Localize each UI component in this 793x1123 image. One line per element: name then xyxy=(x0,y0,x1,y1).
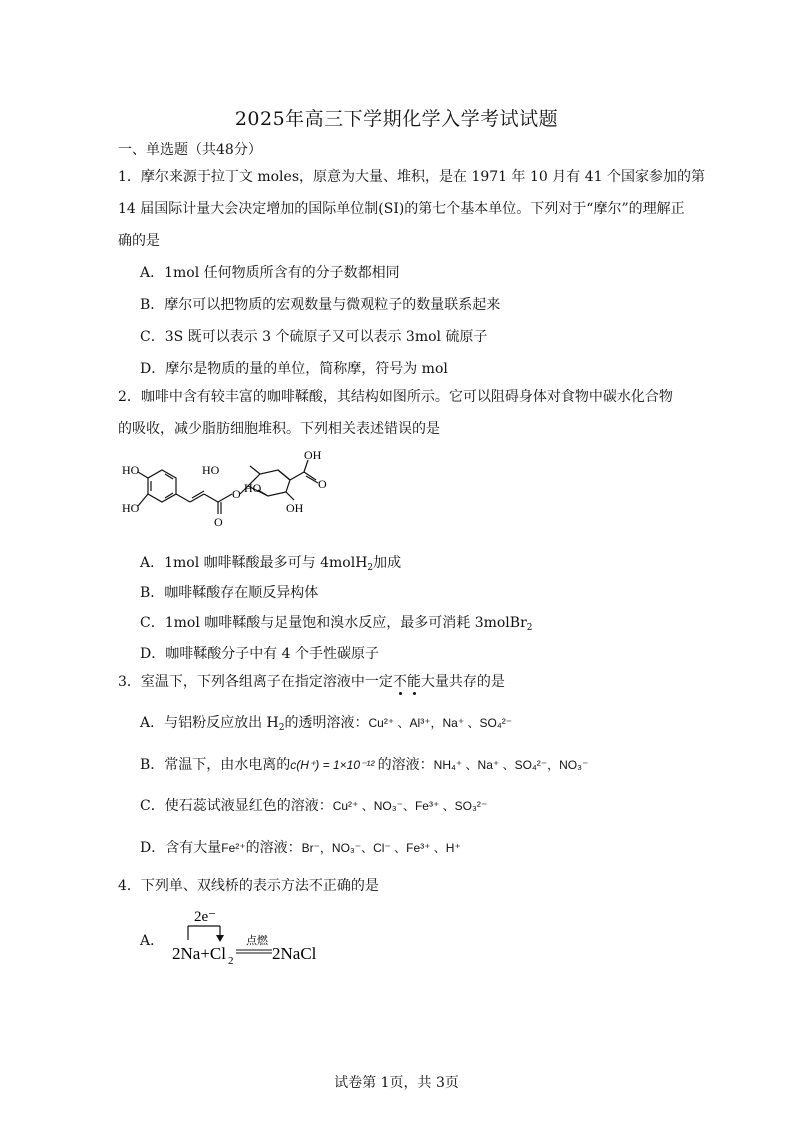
reaction-condition: 点燃 xyxy=(246,935,268,947)
struct-label-ho-top: HO xyxy=(122,463,140,477)
q3-option-c: C．使石蕊试液显红色的溶液：Cu²⁺ 、NO₃⁻、Fe³⁺ 、SO₃²⁻ xyxy=(140,798,488,814)
q1-stem-line3: 确的是 xyxy=(118,233,160,249)
equation-lhs-subscript: 2 xyxy=(228,955,234,967)
q1-option-d: D．摩尔是物质的量的单位，简称摩，符号为 mol xyxy=(140,361,448,377)
q2-option-b: B．咖啡鞣酸存在顺反异构体 xyxy=(140,585,319,601)
struct-label-o-carbonyl: O xyxy=(214,515,223,528)
chlorogenic-acid-structure xyxy=(118,448,348,528)
q1-option-c: C．3S 既可以表示 3 个硫原子又可以表示 3mol 硫原子 xyxy=(140,329,488,345)
electron-transfer-label: 2e⁻ xyxy=(194,909,217,925)
page-footer: 试卷第 1页，共 3页 xyxy=(334,1075,459,1091)
struct-label-oh-acid: OH xyxy=(304,448,322,462)
section-heading: 一、单选题（共48分） xyxy=(118,142,262,158)
q2-option-a: A．1mol 咖啡鞣酸最多可与 4molH$_2$加成 xyxy=(140,555,402,573)
q1-stem-line2: 14 届国际计量大会决定增加的国际单位制(SI)的第七个基本单位。下列对于“摩尔”的理解正 xyxy=(118,201,685,217)
q3-option-b: B．常温下，由水电离的c(H⁺) = 1×10⁻¹² 的溶液：NH₄⁺ 、Na⁺ 、SO₄²⁻，NO₃⁻ xyxy=(140,757,589,773)
q4-option-a-equation xyxy=(168,904,338,968)
q1-option-b: B．摩尔可以把物质的宏观数量与微观粒子的数量联系起来 xyxy=(140,297,501,313)
equation-lhs: 2Na+Cl xyxy=(172,944,226,963)
q1-stem-line1: 1．摩尔来源于拉丁文 moles，原意为大量、堆积，是在 1971 年 10 月有 41 个国家参加的第 xyxy=(118,169,705,185)
struct-label-ho-ring: HO xyxy=(202,463,220,477)
struct-label-o-acid: O xyxy=(318,477,327,491)
q1-option-a: A．1mol 任何物质所含有的分子数都相同 xyxy=(140,265,400,281)
q4-stem: 4．下列单、双线桥的表示方法不正确的是 xyxy=(118,878,379,894)
page-title: 2025年高三下学期化学入学考试试题 xyxy=(234,108,559,130)
q4-option-a-label: A． xyxy=(140,933,165,949)
q3-option-d: D．含有大量Fe²⁺的溶液：Br⁻，NO₃⁻、Cl⁻ 、Fe³⁺ 、H⁺ xyxy=(140,840,461,856)
q2-stem-line1: 2．咖啡中含有较丰富的咖啡鞣酸，其结构如图所示。它可以阻碍身体对食物中碳水化合物 xyxy=(118,389,673,405)
q2-stem-line2: 的吸收，减少脂肪细胞堆积。下列相关表述错误的是 xyxy=(118,421,440,437)
q2-option-d: D．咖啡鞣酸分子中有 4 个手性碳原子 xyxy=(140,646,380,662)
struct-label-oh-bottom: OH xyxy=(286,501,304,515)
struct-label-o-ester: O xyxy=(232,487,241,501)
struct-label-ho-bottom: HO xyxy=(122,501,140,515)
q3-stem: 3．室温下，下列各组离子在指定溶液中一定不能大量共存的是 xyxy=(118,674,505,690)
struct-label-ho-ring2: HO xyxy=(244,481,262,495)
q2-option-c: C．1mol 咖啡鞣酸与足量饱和溴水反应，最多可消耗 3molBr$_2$ xyxy=(140,615,533,633)
q3-option-a: A．与铝粉反应放出 $H_2$的透明溶液：Cu²⁺ 、Al³⁺，Na⁺ 、SO₄²⁻ xyxy=(140,715,513,733)
equation-rhs: 2NaCl xyxy=(272,944,317,963)
